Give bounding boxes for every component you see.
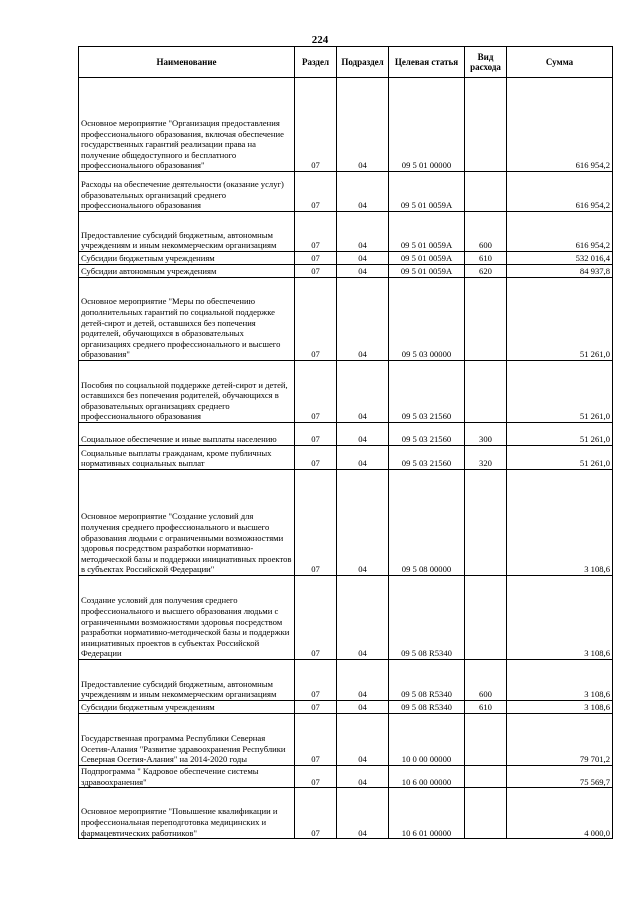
row-name-cell: Социальные выплаты гражданам, кроме публичных нормативных социальных выплат [79, 446, 295, 470]
row-sum-cell: 79 701,2 [507, 714, 613, 766]
row-target-cell: 10 6 01 00000 [389, 788, 465, 839]
row-target-cell: 09 5 03 21560 [389, 361, 465, 423]
row-section-cell: 07 [295, 701, 337, 714]
row-section-cell: 07 [295, 788, 337, 839]
row-name-cell: Основное мероприятие "Создание условий для получения среднего профессионального и высшего образования людьми с ограниченными возможностями здоровья посредством разработки нормативно-методической базы и поддержки инициативных проектов в субъектах Российской Федерации" [79, 470, 295, 576]
table-row [79, 788, 613, 839]
row-sum-cell: 3 108,6 [507, 576, 613, 660]
row-subsection-cell: 04 [337, 788, 389, 839]
table-row [79, 576, 613, 660]
row-name-cell: Предоставление субсидий бюджетным, автономным учреждениям и иным некоммерческим организациям [79, 212, 295, 252]
row-target-cell: 09 5 03 00000 [389, 278, 465, 361]
row-subsection-cell: 04 [337, 265, 389, 278]
row-subsection-cell: 04 [337, 766, 389, 788]
row-name-cell: Государственная программа Республики Северная Осетия-Алания "Развитие здравоохранения Республики Северная Осетия-Алания" на 2014-2020 годы [79, 714, 295, 766]
row-subsection-cell: 04 [337, 278, 389, 361]
row-subsection-cell: 04 [337, 714, 389, 766]
row-name-cell: Основное мероприятие "Меры по обеспечению дополнительных гарантий по социальной поддержке детей-сирот и детей, оставшихся без попечения родителей, обучающихся в образовательных организациях среднего профессионального и высшего образования" [79, 278, 295, 361]
row-section-cell: 07 [295, 660, 337, 701]
row-name-cell: Основное мероприятие "Организация предоставления профессионального образования, включая обеспечение государственных гарантий реализации права на получение общедоступного и бесплатного профессионального образования" [79, 78, 295, 172]
row-target-cell: 09 5 08 R5340 [389, 576, 465, 660]
table-row [79, 252, 613, 265]
row-expense-cell: 600 [465, 660, 507, 701]
table-row [79, 361, 613, 423]
row-subsection-cell: 04 [337, 701, 389, 714]
row-sum-cell: 3 108,6 [507, 701, 613, 714]
row-section-cell: 07 [295, 714, 337, 766]
row-expense-cell: 320 [465, 446, 507, 470]
table-row [79, 212, 613, 252]
table-row [79, 423, 613, 446]
table-row [79, 446, 613, 470]
row-target-cell: 09 5 01 00000 [389, 78, 465, 172]
row-section-cell: 07 [295, 470, 337, 576]
row-section-cell: 07 [295, 576, 337, 660]
row-expense-cell [465, 788, 507, 839]
row-subsection-cell: 04 [337, 576, 389, 660]
row-name-cell: Подпрограмма " Кадровое обеспечение системы здравоохранения" [79, 766, 295, 788]
row-name-cell: Социальное обеспечение и иные выплаты населению [79, 423, 295, 446]
row-target-cell: 09 5 08 R5340 [389, 701, 465, 714]
table-row [79, 278, 613, 361]
row-target-cell: 10 6 00 00000 [389, 766, 465, 788]
row-sum-cell: 616 954,2 [507, 172, 613, 212]
row-section-cell: 07 [295, 766, 337, 788]
row-sum-cell: 4 000,0 [507, 788, 613, 839]
table-row [79, 660, 613, 701]
row-section-cell: 07 [295, 423, 337, 446]
row-target-cell: 09 5 01 0059A [389, 172, 465, 212]
row-target-cell: 09 5 01 0059A [389, 265, 465, 278]
row-name-cell: Создание условий для получения среднего профессионального и высшего образования людьми с ограниченными возможностями здоровья посредством разработки нормативно-методической базы и поддержки инициативных проектов в субъектах Российской Федерации [79, 576, 295, 660]
row-target-cell: 09 5 01 0059A [389, 212, 465, 252]
row-expense-cell: 610 [465, 701, 507, 714]
row-expense-cell [465, 576, 507, 660]
row-target-cell: 10 0 00 00000 [389, 714, 465, 766]
row-target-cell: 09 5 08 R5340 [389, 660, 465, 701]
row-expense-cell: 610 [465, 252, 507, 265]
table-row [79, 78, 613, 172]
table-body [79, 78, 613, 839]
row-subsection-cell: 04 [337, 470, 389, 576]
header-target: Целевая статья [389, 47, 465, 78]
row-section-cell: 07 [295, 212, 337, 252]
row-name-cell: Предоставление субсидий бюджетным, автономным учреждениям и иным некоммерческим организациям [79, 660, 295, 701]
row-target-cell: 09 5 01 0059A [389, 252, 465, 265]
row-name-cell: Основное мероприятие "Повышение квалификации и профессиональная переподготовка медицинских и фармацевтических работников" [79, 788, 295, 839]
row-subsection-cell: 04 [337, 78, 389, 172]
header-section: Раздел [295, 47, 337, 78]
row-subsection-cell: 04 [337, 212, 389, 252]
row-subsection-cell: 04 [337, 361, 389, 423]
row-target-cell: 09 5 03 21560 [389, 423, 465, 446]
table-row [79, 172, 613, 212]
table-row [79, 701, 613, 714]
row-expense-cell: 600 [465, 212, 507, 252]
budget-table [78, 46, 613, 839]
row-sum-cell: 51 261,0 [507, 446, 613, 470]
row-sum-cell: 616 954,2 [507, 212, 613, 252]
header-sum: Сумма [507, 47, 613, 78]
row-section-cell: 07 [295, 446, 337, 470]
row-subsection-cell: 04 [337, 423, 389, 446]
row-expense-cell: 620 [465, 265, 507, 278]
row-expense-cell [465, 470, 507, 576]
row-target-cell: 09 5 08 00000 [389, 470, 465, 576]
row-sum-cell: 51 261,0 [507, 278, 613, 361]
row-sum-cell: 75 569,7 [507, 766, 613, 788]
row-target-cell: 09 5 03 21560 [389, 446, 465, 470]
table-row [79, 766, 613, 788]
row-section-cell: 07 [295, 278, 337, 361]
row-expense-cell: 300 [465, 423, 507, 446]
row-expense-cell [465, 361, 507, 423]
row-name-cell: Субсидии бюджетным учреждениям [79, 252, 295, 265]
header-name: Наименование [79, 47, 295, 78]
header-expense: Вид расхода [465, 47, 507, 78]
row-name-cell: Расходы на обеспечение деятельности (оказание услуг) образовательных организаций среднего профессионального образования [79, 172, 295, 212]
row-sum-cell: 51 261,0 [507, 423, 613, 446]
table-header-row [79, 47, 613, 78]
row-section-cell: 07 [295, 361, 337, 423]
table-row [79, 265, 613, 278]
row-name-cell: Субсидии бюджетным учреждениям [79, 701, 295, 714]
row-section-cell: 07 [295, 252, 337, 265]
row-subsection-cell: 04 [337, 660, 389, 701]
table-row [79, 714, 613, 766]
row-name-cell: Пособия по социальной поддержке детей-сирот и детей, оставшихся без попечения родителей, обучающихся в образовательных организациях среднего профессионального образования [79, 361, 295, 423]
row-sum-cell: 51 261,0 [507, 361, 613, 423]
row-sum-cell: 532 016,4 [507, 252, 613, 265]
row-expense-cell [465, 172, 507, 212]
row-sum-cell: 3 108,6 [507, 470, 613, 576]
row-expense-cell [465, 714, 507, 766]
row-expense-cell [465, 278, 507, 361]
row-expense-cell [465, 766, 507, 788]
row-subsection-cell: 04 [337, 446, 389, 470]
row-subsection-cell: 04 [337, 172, 389, 212]
row-sum-cell: 84 937,8 [507, 265, 613, 278]
page-number: 224 [311, 34, 329, 46]
row-sum-cell: 3 108,6 [507, 660, 613, 701]
row-section-cell: 07 [295, 78, 337, 172]
row-subsection-cell: 04 [337, 252, 389, 265]
row-name-cell: Субсидии автономным учреждениям [79, 265, 295, 278]
row-section-cell: 07 [295, 172, 337, 212]
table-row [79, 470, 613, 576]
row-sum-cell: 616 954,2 [507, 78, 613, 172]
row-expense-cell [465, 78, 507, 172]
header-subsection: Подраздел [337, 47, 389, 78]
row-section-cell: 07 [295, 265, 337, 278]
